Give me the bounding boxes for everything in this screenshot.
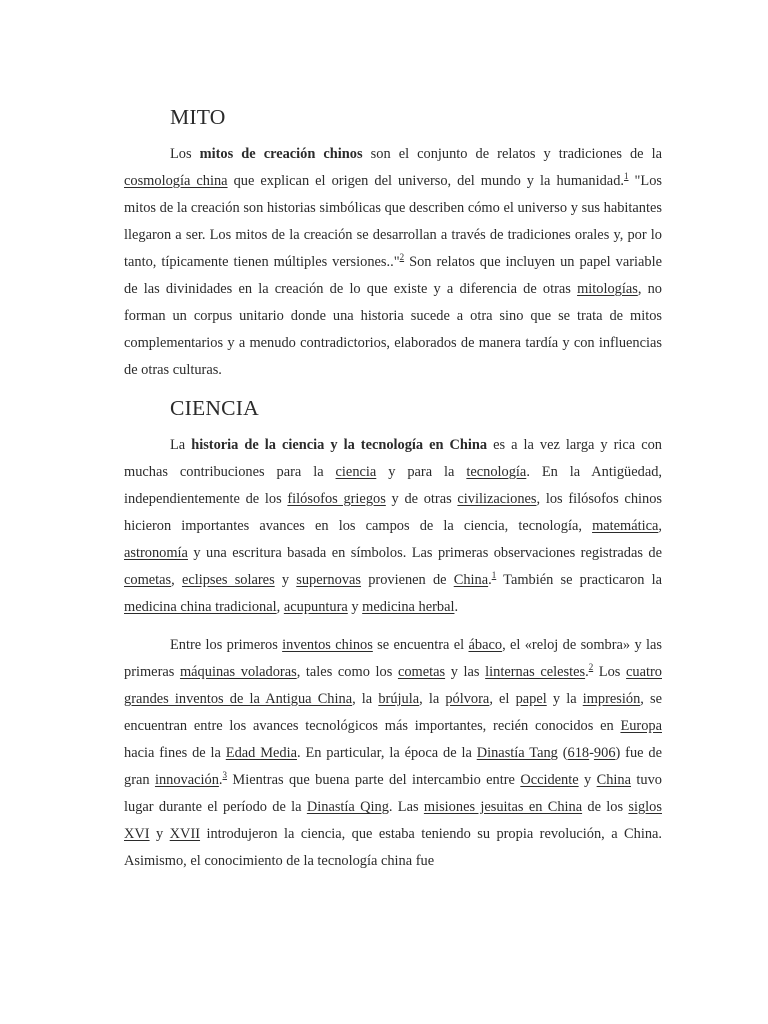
link-medicina-herbal[interactable]: medicina herbal xyxy=(362,599,455,615)
link-tecnologia[interactable]: tecnología xyxy=(466,464,527,480)
footnote-ref-link[interactable]: 1 xyxy=(491,570,497,580)
text-run: introdujeron la ciencia, que estaba teniendo su propia revolución, a China. Asimismo, el conocimiento de la tecnología china fue xyxy=(124,826,663,869)
link-siglos-xvi[interactable]: siglos XVI xyxy=(124,799,662,842)
text-run: , xyxy=(276,599,284,615)
document-body xyxy=(124,104,662,875)
text-run: Los xyxy=(593,664,627,680)
link-medicina-china-tradicional[interactable]: medicina china tradicional xyxy=(124,599,277,615)
text-run: . En la Antigüedad, independientemente de los xyxy=(124,464,663,507)
bold-term: historia de la ciencia y la tecnología en China xyxy=(191,437,488,453)
spacer xyxy=(124,131,662,141)
text-run: - xyxy=(589,745,594,761)
paragraph-ciencia-inventos xyxy=(124,632,662,875)
text-run: , xyxy=(171,572,182,588)
text-run: y la xyxy=(546,691,583,707)
text-run: También se practicaron la xyxy=(496,572,662,588)
footnote-ref-link[interactable]: 2 xyxy=(588,662,594,672)
link-dinastia-qing[interactable]: Dinastía Qing xyxy=(306,799,389,815)
link-astronomia[interactable]: astronomía xyxy=(124,545,188,561)
text-run: y una escritura basada en símbolos. Las primeras observaciones registradas de xyxy=(187,545,662,561)
text-run: . Las xyxy=(388,799,424,815)
text-run: y xyxy=(347,599,363,615)
link-linternas-celestes[interactable]: linternas celestes xyxy=(485,664,586,680)
link-supernovas[interactable]: supernovas xyxy=(296,572,362,588)
link-edad-media[interactable]: Edad Media xyxy=(225,745,297,761)
link-innovacion[interactable]: innovación xyxy=(154,772,219,788)
link-civilizaciones[interactable]: civilizaciones xyxy=(457,491,537,507)
text-run: , tales como los xyxy=(296,664,398,680)
text-run: tuvo lugar durante el período de la xyxy=(124,772,662,815)
link-618[interactable]: 618 xyxy=(567,745,590,761)
link-china[interactable]: China xyxy=(453,572,489,588)
text-run: provienen de xyxy=(361,572,454,588)
text-run: y para la xyxy=(376,464,467,480)
link-china[interactable]: China xyxy=(596,772,632,788)
link-filosofos-griegos[interactable]: filósofos griegos xyxy=(287,491,386,507)
link-polvora[interactable]: pólvora xyxy=(445,691,490,707)
text-run: Mientras que buena parte del intercambio entre xyxy=(227,772,521,788)
text-run: . xyxy=(218,772,223,788)
link-cometas[interactable]: cometas xyxy=(124,572,172,588)
text-run: , no forman un corpus unitario donde una historia sucede a otra sino que se trata de mitos complementarios y a menudo contradictorios, elaborados de manera tardía y con influencias de otras culturas. xyxy=(124,281,662,378)
text-run: , el «reloj de sombra» y las primeras xyxy=(124,637,662,680)
link-eclipses-solares[interactable]: eclipses solares xyxy=(181,572,275,588)
text-run: se encuentra el xyxy=(372,637,469,653)
text-run: Los xyxy=(170,146,200,162)
link-ciencia[interactable]: ciencia xyxy=(335,464,377,480)
link-maquinas-voladoras[interactable]: máquinas voladoras xyxy=(179,664,297,680)
text-run: "Los mitos de la creación son historias simbólicas que describen cómo el universo y sus habitantes llegaron a ser. Los mitos de la creación se desarrollan a través de tradiciones orales y, por lo tanto, típicamente tienen múltiples versiones.." xyxy=(124,173,662,270)
link-europa[interactable]: Europa xyxy=(620,718,662,734)
text-run: La xyxy=(170,437,192,453)
paragraph-ciencia-historia xyxy=(124,432,662,621)
paragraph-mito xyxy=(124,141,662,384)
text-run: y las xyxy=(445,664,486,680)
link-papel[interactable]: papel xyxy=(515,691,547,707)
link-mitologias[interactable]: mitologías xyxy=(577,281,638,297)
text-run: . xyxy=(454,599,459,615)
link-brujula[interactable]: brújula xyxy=(378,691,420,707)
section-heading-ciencia: CIENCIA xyxy=(170,396,259,420)
link-matematica[interactable]: matemática xyxy=(592,518,659,534)
footnote-ref-link[interactable]: 2 xyxy=(399,252,405,262)
link-occidente[interactable]: Occidente xyxy=(520,772,579,788)
bold-term: mitos de creación chinos xyxy=(199,146,363,162)
link-cosmologia-china[interactable]: cosmología china xyxy=(124,173,228,189)
link-xvii[interactable]: XVII xyxy=(169,826,201,842)
text-run: que explican el origen del universo, del mundo y la humanidad. xyxy=(227,173,624,189)
text-run: y xyxy=(578,772,597,788)
text-run: y xyxy=(149,826,170,842)
link-cuatro-grandes-inventos-de-la-antigua-china[interactable]: cuatro grandes inventos de la Antigua China xyxy=(124,664,662,707)
text-run: , la xyxy=(352,691,379,707)
text-run: Son relatos que incluyen un papel variable de las divinidades en la creación de lo que existe y a diferencia de otras xyxy=(124,254,662,297)
text-run: . En particular, la época de la xyxy=(296,745,477,761)
spacer xyxy=(124,621,662,632)
text-run: son el conjunto de relatos y tradiciones de la xyxy=(362,146,662,162)
link-cometas[interactable]: cometas xyxy=(397,664,446,680)
link-misiones-jesuitas-en-china[interactable]: misiones jesuitas en China xyxy=(423,799,583,815)
section-heading-mito: MITO xyxy=(170,105,226,129)
link-906[interactable]: 906 xyxy=(593,745,616,761)
spacer xyxy=(124,422,662,432)
link-impresion[interactable]: impresión xyxy=(582,691,641,707)
footnote-ref-link[interactable]: 3 xyxy=(222,770,228,780)
text-run: , xyxy=(658,518,662,534)
text-run: , la xyxy=(419,691,446,707)
text-run: . xyxy=(585,664,589,680)
text-run: , los filósofos chinos hicieron importantes avances en los campos de la ciencia, tecnología, xyxy=(124,491,662,534)
link-acupuntura[interactable]: acupuntura xyxy=(283,599,348,615)
text-run: . xyxy=(488,572,492,588)
text-run: Entre los primeros xyxy=(170,637,283,653)
text-run: de los xyxy=(582,799,629,815)
text-run: hacia fines de la xyxy=(124,745,226,761)
text-run: y xyxy=(274,572,297,588)
link-inventos-chinos[interactable]: inventos chinos xyxy=(282,637,373,653)
text-run: ( xyxy=(557,745,568,761)
link-abaco[interactable]: ábaco xyxy=(468,637,503,653)
text-run: es a la vez larga y rica con muchas contribuciones para la xyxy=(124,437,662,480)
link-dinastia-tang[interactable]: Dinastía Tang xyxy=(476,745,558,761)
spacer xyxy=(124,384,662,395)
text-run: , el xyxy=(489,691,516,707)
text-run: y de otras xyxy=(385,491,458,507)
footnote-ref-link[interactable]: 1 xyxy=(624,171,629,181)
text-run: , se encuentran entre los avances tecnológicos más importantes, recién conocidos en xyxy=(124,691,662,734)
text-run: ) fue de gran xyxy=(124,745,663,788)
